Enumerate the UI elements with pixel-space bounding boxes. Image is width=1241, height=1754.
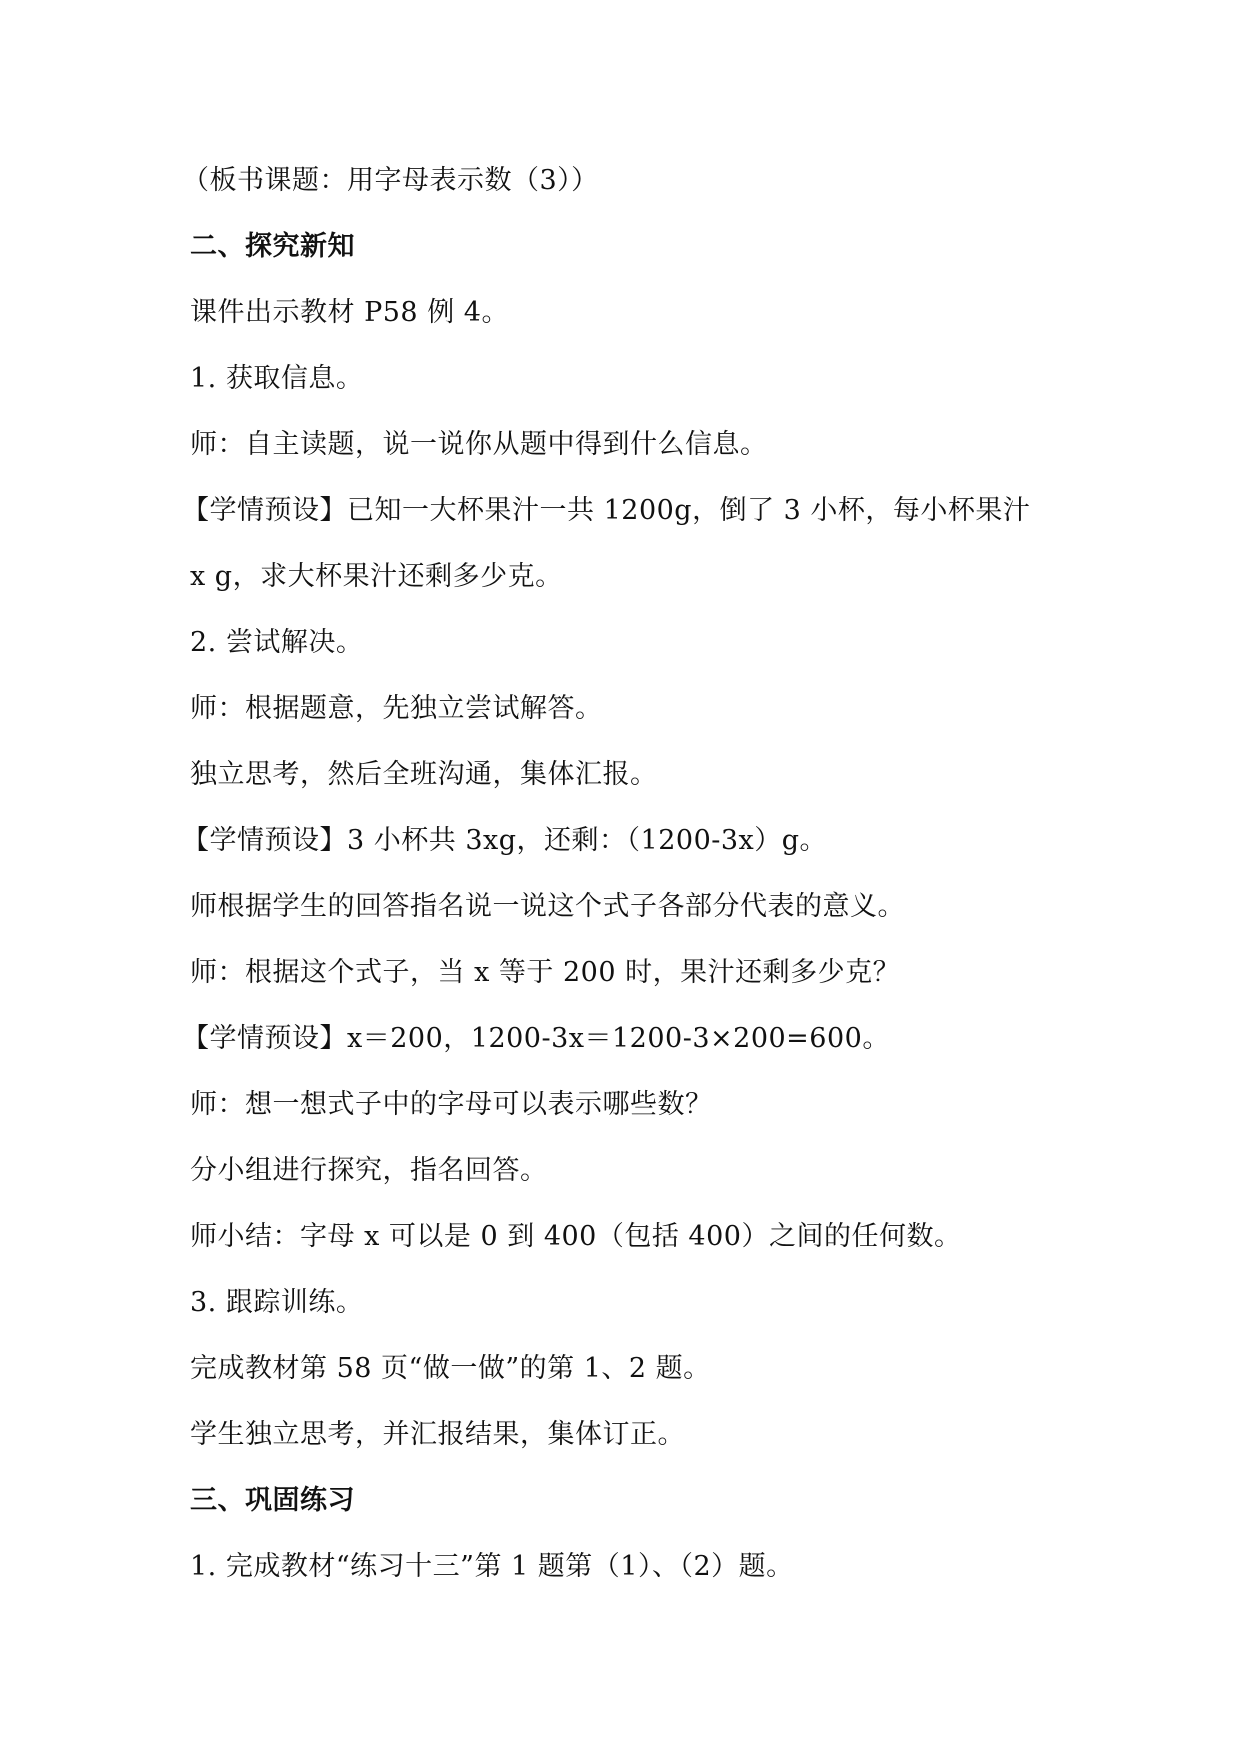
paragraph-line: 独立思考，然后全班沟通，集体汇报。 <box>190 759 658 790</box>
paragraph-line: 学生独立思考，并汇报结果，集体订正。 <box>190 1419 685 1450</box>
step-heading-2: 2. 尝试解决。 <box>190 627 364 658</box>
section-heading-explore: 二、探究新知 <box>190 231 355 262</box>
paragraph-line: 师根据学生的回答指名说一说这个式子各部分代表的意义。 <box>190 891 905 922</box>
step-heading-1: 1. 获取信息。 <box>190 363 364 394</box>
paragraph-line: 师：想一想式子中的字母可以表示哪些数？ <box>190 1089 713 1120</box>
paragraph-line: 师小结：字母 x 可以是 0 到 400（包括 400）之间的任何数。 <box>190 1221 962 1252</box>
paragraph-line: 【学情预设】3 小杯共 3xg，还剩：（1200-3x）g。 <box>182 825 828 856</box>
paragraph-line: 【学情预设】x＝200，1200-3x＝1200-3×200=600。 <box>182 1023 890 1054</box>
section-heading-practice: 三、巩固练习 <box>190 1485 355 1516</box>
step-heading-3: 3. 跟踪训练。 <box>190 1287 364 1318</box>
paragraph-line: 师：自主读题，说一说你从题中得到什么信息。 <box>190 429 768 460</box>
paragraph-line: 师：根据这个式子，当 x 等于 200 时，果汁还剩多少克？ <box>190 957 901 988</box>
paragraph-line: 完成教材第 58 页“做一做”的第 1、2 题。 <box>190 1353 711 1384</box>
paragraph-line: 师：根据题意，先独立尝试解答。 <box>190 693 603 724</box>
paragraph-line: 【学情预设】已知一大杯果汁一共 1200g，倒了 3 小杯，每小杯果汁 <box>182 495 1031 526</box>
board-title-line: （板书课题：用字母表示数（3）） <box>182 165 599 196</box>
paragraph-line: 课件出示教材 P58 例 4。 <box>190 297 509 328</box>
paragraph-line: 分小组进行探究，指名回答。 <box>190 1155 548 1186</box>
paragraph-line: 1. 完成教材“练习十三”第 1 题第（1）、（2）题。 <box>190 1551 794 1582</box>
paragraph-line: x g，求大杯果汁还剩多少克。 <box>190 561 563 592</box>
